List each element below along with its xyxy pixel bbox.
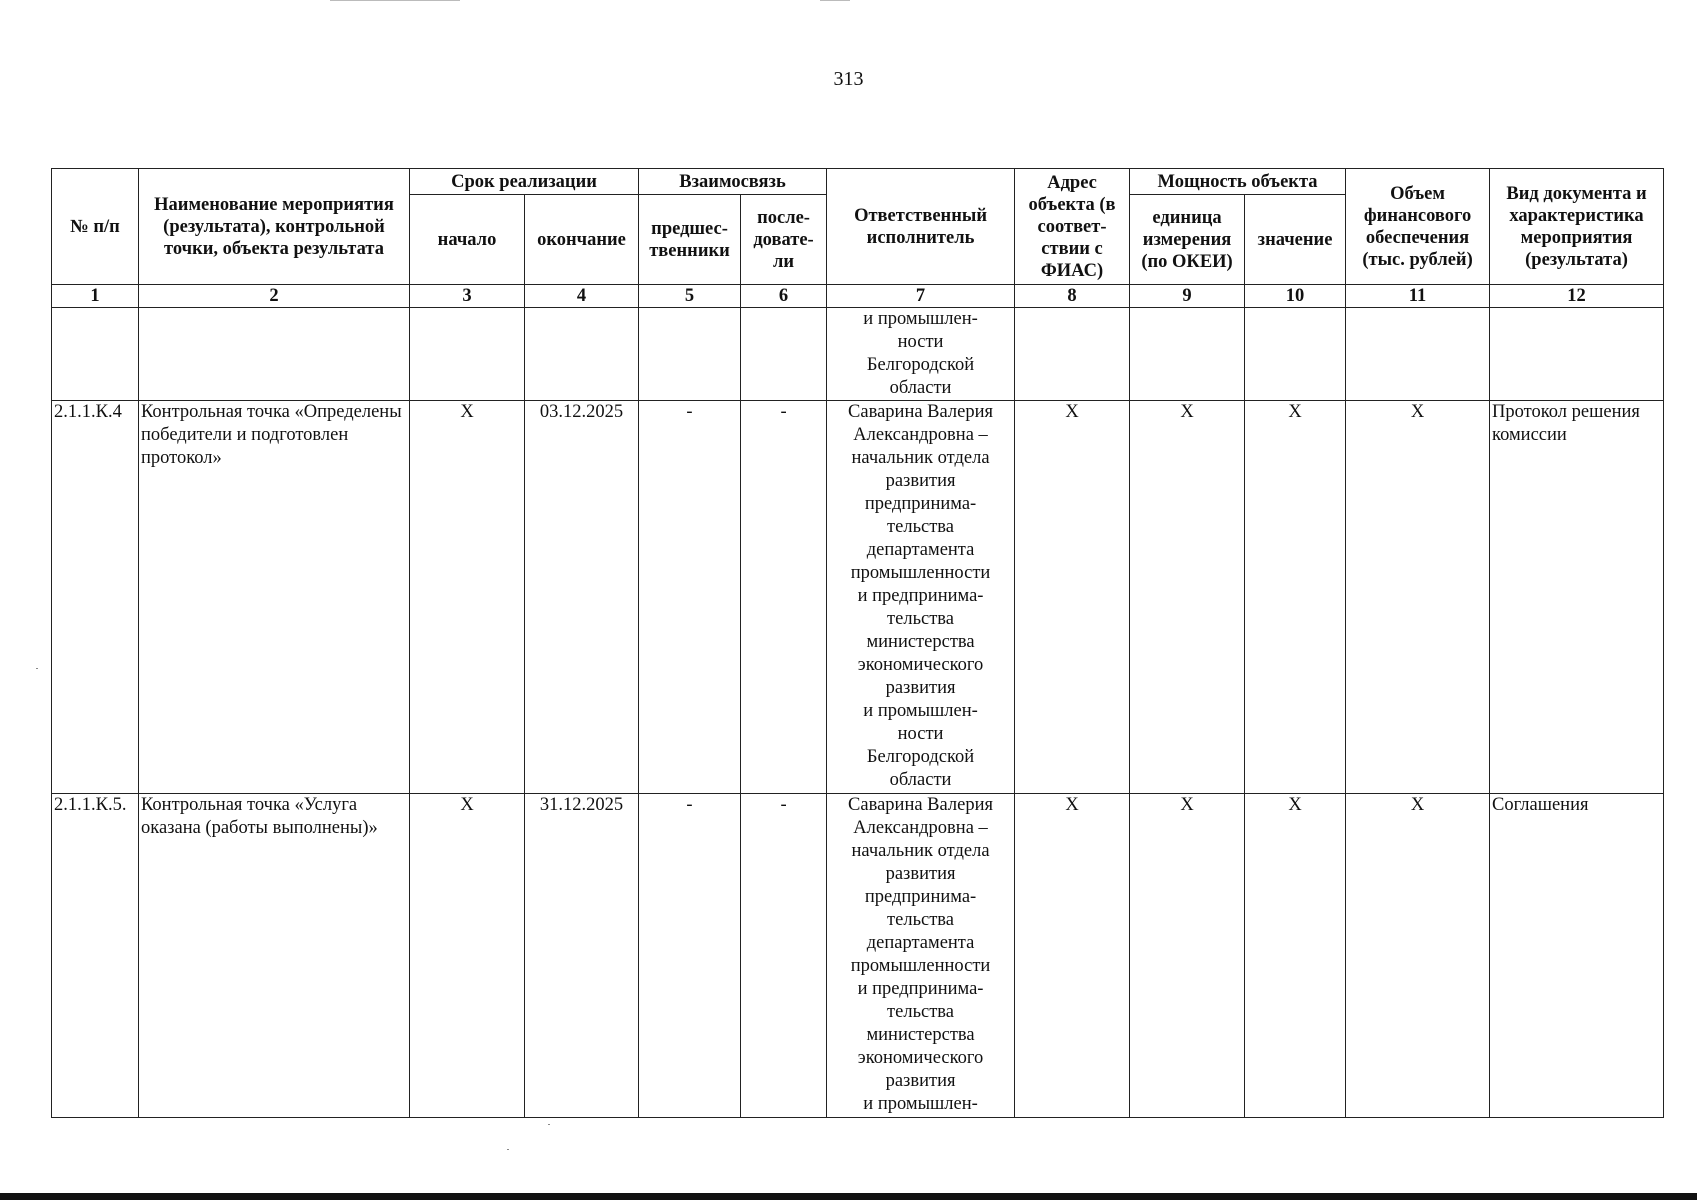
executor-line: развития [885,678,956,698]
column-number-row [52,285,1664,308]
scan-artifact-line [820,0,850,1]
column-number: 4 [525,285,639,308]
executor-line: и предпринима- [857,979,984,999]
header-term-start: начало [410,195,525,285]
executor-line: министерства [866,1025,975,1045]
header-address: Адрес объекта (в соответ-ствии с ФИАС) [1015,169,1130,285]
executor-line: области [889,378,952,398]
executor-line: предпринима- [864,887,977,907]
executor-line: Александровна – [853,818,988,838]
header-capacity-value: значение [1245,195,1346,285]
header-relation-next: после-довате-ли [741,195,827,285]
column-number: 11 [1346,285,1490,308]
cell-finance: Х [1346,794,1490,1118]
scan-bottom-edge [0,1193,1697,1200]
scan-speck [548,1124,550,1125]
header-relation: Взаимосвязь [639,169,827,195]
column-number: 3 [410,285,525,308]
column-number: 12 [1490,285,1664,308]
cell-executor [827,794,1015,1118]
table-row [52,794,1664,1118]
cell-unit: Х [1130,401,1245,794]
cell-value: Х [1245,794,1346,1118]
column-number: 7 [827,285,1015,308]
cell-num: 2.1.1.К.4 [52,401,139,794]
cell-start: Х [410,794,525,1118]
cell-address: Х [1015,401,1130,794]
executor-line: Александровна – [853,425,988,445]
executor-line: тельства [887,517,955,537]
executor-line: и промышлен- [863,1094,978,1114]
cell-unit: Х [1130,794,1245,1118]
executor-line: и промышлен- [863,309,978,329]
column-number: 9 [1130,285,1245,308]
executor-line: министерства [866,632,975,652]
column-number: 1 [52,285,139,308]
column-number: 8 [1015,285,1130,308]
executor-line: департамента [866,540,975,560]
executor-line: тельства [887,910,955,930]
header-term-end: окончание [525,195,639,285]
header-name: Наименование мероприятия (результата), контрольной точки, объекта результата [139,169,410,285]
cell-name: Контрольная точка «Услуга оказана (работы выполнены)» [139,794,410,1118]
header-capacity-unit: единица измерения (по ОКЕИ) [1130,195,1245,285]
executor-line: и промышлен- [863,701,978,721]
cell-start [410,308,525,401]
header-num: № п/п [52,169,139,285]
column-number: 10 [1245,285,1346,308]
executor-line: тельства [887,1002,955,1022]
table-header [52,169,1664,308]
cell-finance [1346,308,1490,401]
executor-line: ности [897,332,944,352]
page-number: 313 [833,68,864,90]
table-body [52,308,1664,1118]
executor-line: экономического [857,655,984,675]
cell-finance: Х [1346,401,1490,794]
executor-line: и предпринима- [857,586,984,606]
cell-start: Х [410,401,525,794]
cell-end [525,308,639,401]
cell-unit [1130,308,1245,401]
column-number: 2 [139,285,410,308]
cell-num [52,308,139,401]
executor-line: начальник отдела [851,841,990,861]
header-term: Срок реализации [410,169,639,195]
cell-next [741,308,827,401]
executor-line: развития [885,471,956,491]
cell-doc [1490,308,1664,401]
cell-next: - [741,794,827,1118]
executor-line: начальник отдела [851,448,990,468]
cell-executor [827,308,1015,401]
cell-doc: Протокол решения комиссии [1490,401,1664,794]
scan-speck [36,668,38,669]
executor-line: области [889,770,952,790]
cell-address [1015,308,1130,401]
executor-line: Белгородской [866,747,975,767]
header-executor: Ответственный исполнитель [827,169,1015,285]
executor-line: Саварина Валерия [848,402,994,422]
executor-line: предпринима- [864,494,977,514]
cell-prev: - [639,794,741,1118]
executor-line: экономического [857,1048,984,1068]
executor-line: промышленности [850,563,991,583]
cell-value [1245,308,1346,401]
cell-prev [639,308,741,401]
plan-table [51,168,1664,1118]
cell-address: Х [1015,794,1130,1118]
header-capacity: Мощность объекта [1130,169,1346,195]
scan-artifact-line [330,0,460,1]
cell-next: - [741,401,827,794]
cell-num: 2.1.1.К.5. [52,794,139,1118]
cell-doc: Соглашения [1490,794,1664,1118]
column-number: 5 [639,285,741,308]
cell-prev: - [639,401,741,794]
executor-line: промышленности [850,956,991,976]
executor-line: тельства [887,609,955,629]
table-row-continuation [52,308,1664,401]
header-doc-type: Вид документа и характеристика мероприятия (результата) [1490,169,1664,285]
column-number: 6 [741,285,827,308]
cell-executor [827,401,1015,794]
table-row [52,401,1664,794]
cell-value: Х [1245,401,1346,794]
executor-line: Белгородской [866,355,975,375]
cell-name: Контрольная точка «Определены победители и подготовлен протокол» [139,401,410,794]
executor-line: Саварина Валерия [848,795,994,815]
header-finance: Объем финансового обеспечения (тыс. рублей) [1346,169,1490,285]
executor-line: развития [885,864,956,884]
executor-line: департамента [866,933,975,953]
cell-name [139,308,410,401]
scan-speck [507,1149,509,1150]
cell-end: 03.12.2025 [525,401,639,794]
cell-end: 31.12.2025 [525,794,639,1118]
executor-line: ности [897,724,944,744]
executor-line: развития [885,1071,956,1091]
header-relation-prev: предшес-твенники [639,195,741,285]
